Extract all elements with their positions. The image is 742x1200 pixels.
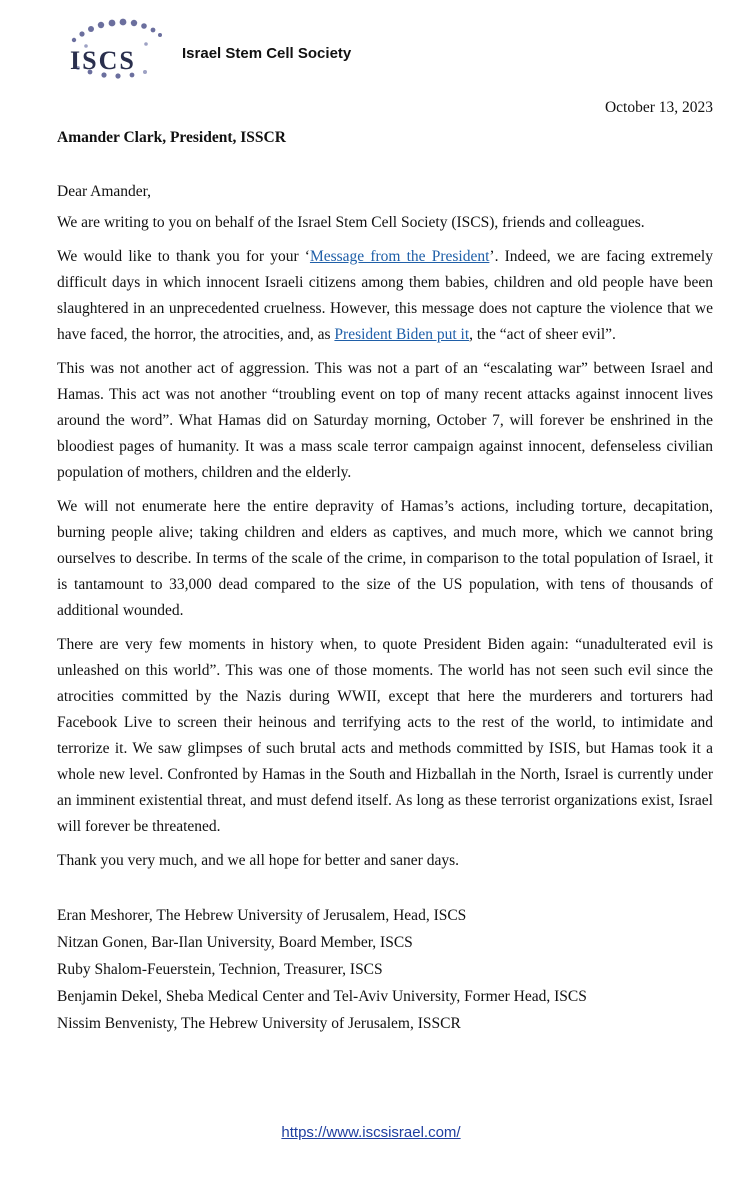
paragraph-aggression: This was not another act of aggression. This was not a part of an “escalating war” between Israel and Hamas. This act was not another “troubling event on top of many recent attacks against innocent lives around the word”. What Hamas did on Saturday morning, October 7, will forever be enshrined in the bloodiest pages of humanity. It was a mass scale terror campaign against innocent, defenseless civilian population of mothers, children and the elderly. (57, 360, 713, 481)
website-link[interactable]: https://www.iscsisrael.com/ (281, 1124, 461, 1141)
signatory: Benjamin Dekel, Sheba Medical Center and Tel-Aviv University, Former Head, ISCS (57, 988, 587, 1005)
organization-name: Israel Stem Cell Society (182, 45, 352, 62)
paragraph-thanks (57, 244, 713, 348)
paragraph-history: There are very few moments in history when, to quote President Biden again: “unadulterated evil is unleashed on this world”. This was one of those moments. The world has not seen such evil since the atrocities committed by the Nazis during WWII, except that here the murderers and torturers had Facebook Live to screen their heinous and terrifying acts to the rest of the world, to intimidate and terrorize it. We saw glimpses of such brutal acts and methods committed by ISIS, but Hamas took it a whole new level. Confronted by Hamas in the South and Hizballah in the North, Israel is currently under an imminent existential threat, and must defend itself. As long as these terrorist organizations exist, Israel will forever be threatened. (57, 636, 713, 835)
text-segment: ’. Indeed, we are facing extremely difficult days in which innocent Israeli citizens among them babies, children and old people have been slaughtered in an unprecedented cruelness. However, this message does not capture the violence that we have faced, the horror, the atrocities, and, as (57, 248, 713, 343)
salutation: Dear Amander, (57, 183, 152, 200)
text-segment: , the “act of sheer evil”. (469, 326, 616, 343)
signatory: Nitzan Gonen, Bar-Ilan University, Board Member, ISCS (57, 934, 413, 951)
logo-text: ISCS (70, 46, 136, 75)
text-segment: We would like to thank you for your ‘ (57, 248, 310, 265)
signatories-list (57, 902, 713, 1037)
recipient: Amander Clark, President, ISSCR (57, 129, 286, 146)
letter-date: October 13, 2023 (604, 99, 713, 116)
president-biden-link[interactable]: President Biden put it (334, 326, 470, 343)
signatory: Eran Meshorer, The Hebrew University of Jerusalem, Head, ISCS (57, 907, 467, 924)
footer (0, 1124, 742, 1141)
message-from-president-link[interactable]: Message from the President (309, 248, 490, 265)
paragraph-intro: We are writing to you on behalf of the Israel Stem Cell Society (ISCS), friends and colleagues. (57, 214, 645, 231)
signatory: Ruby Shalom-Feuerstein, Technion, Treasurer, ISCS (57, 961, 383, 978)
letterhead (60, 12, 460, 82)
paragraph-depravity: We will not enumerate here the entire depravity of Hamas’s actions, including torture, decapitation, burning people alive; taking children and elders as captives, and much more, which we cannot bring ourselves to describe. In terms of the scale of the crime, in comparison to the total population of Israel, it is tantamount to 33,000 dead compared to the size of the US population, with tens of thousands of additional wounded. (57, 498, 713, 619)
signatory: Nissim Benvenisty, The Hebrew University of Jerusalem, ISSCR (57, 1015, 461, 1032)
closing-line: Thank you very much, and we all hope for better and saner days. (57, 852, 460, 869)
letter-body (57, 125, 713, 1037)
